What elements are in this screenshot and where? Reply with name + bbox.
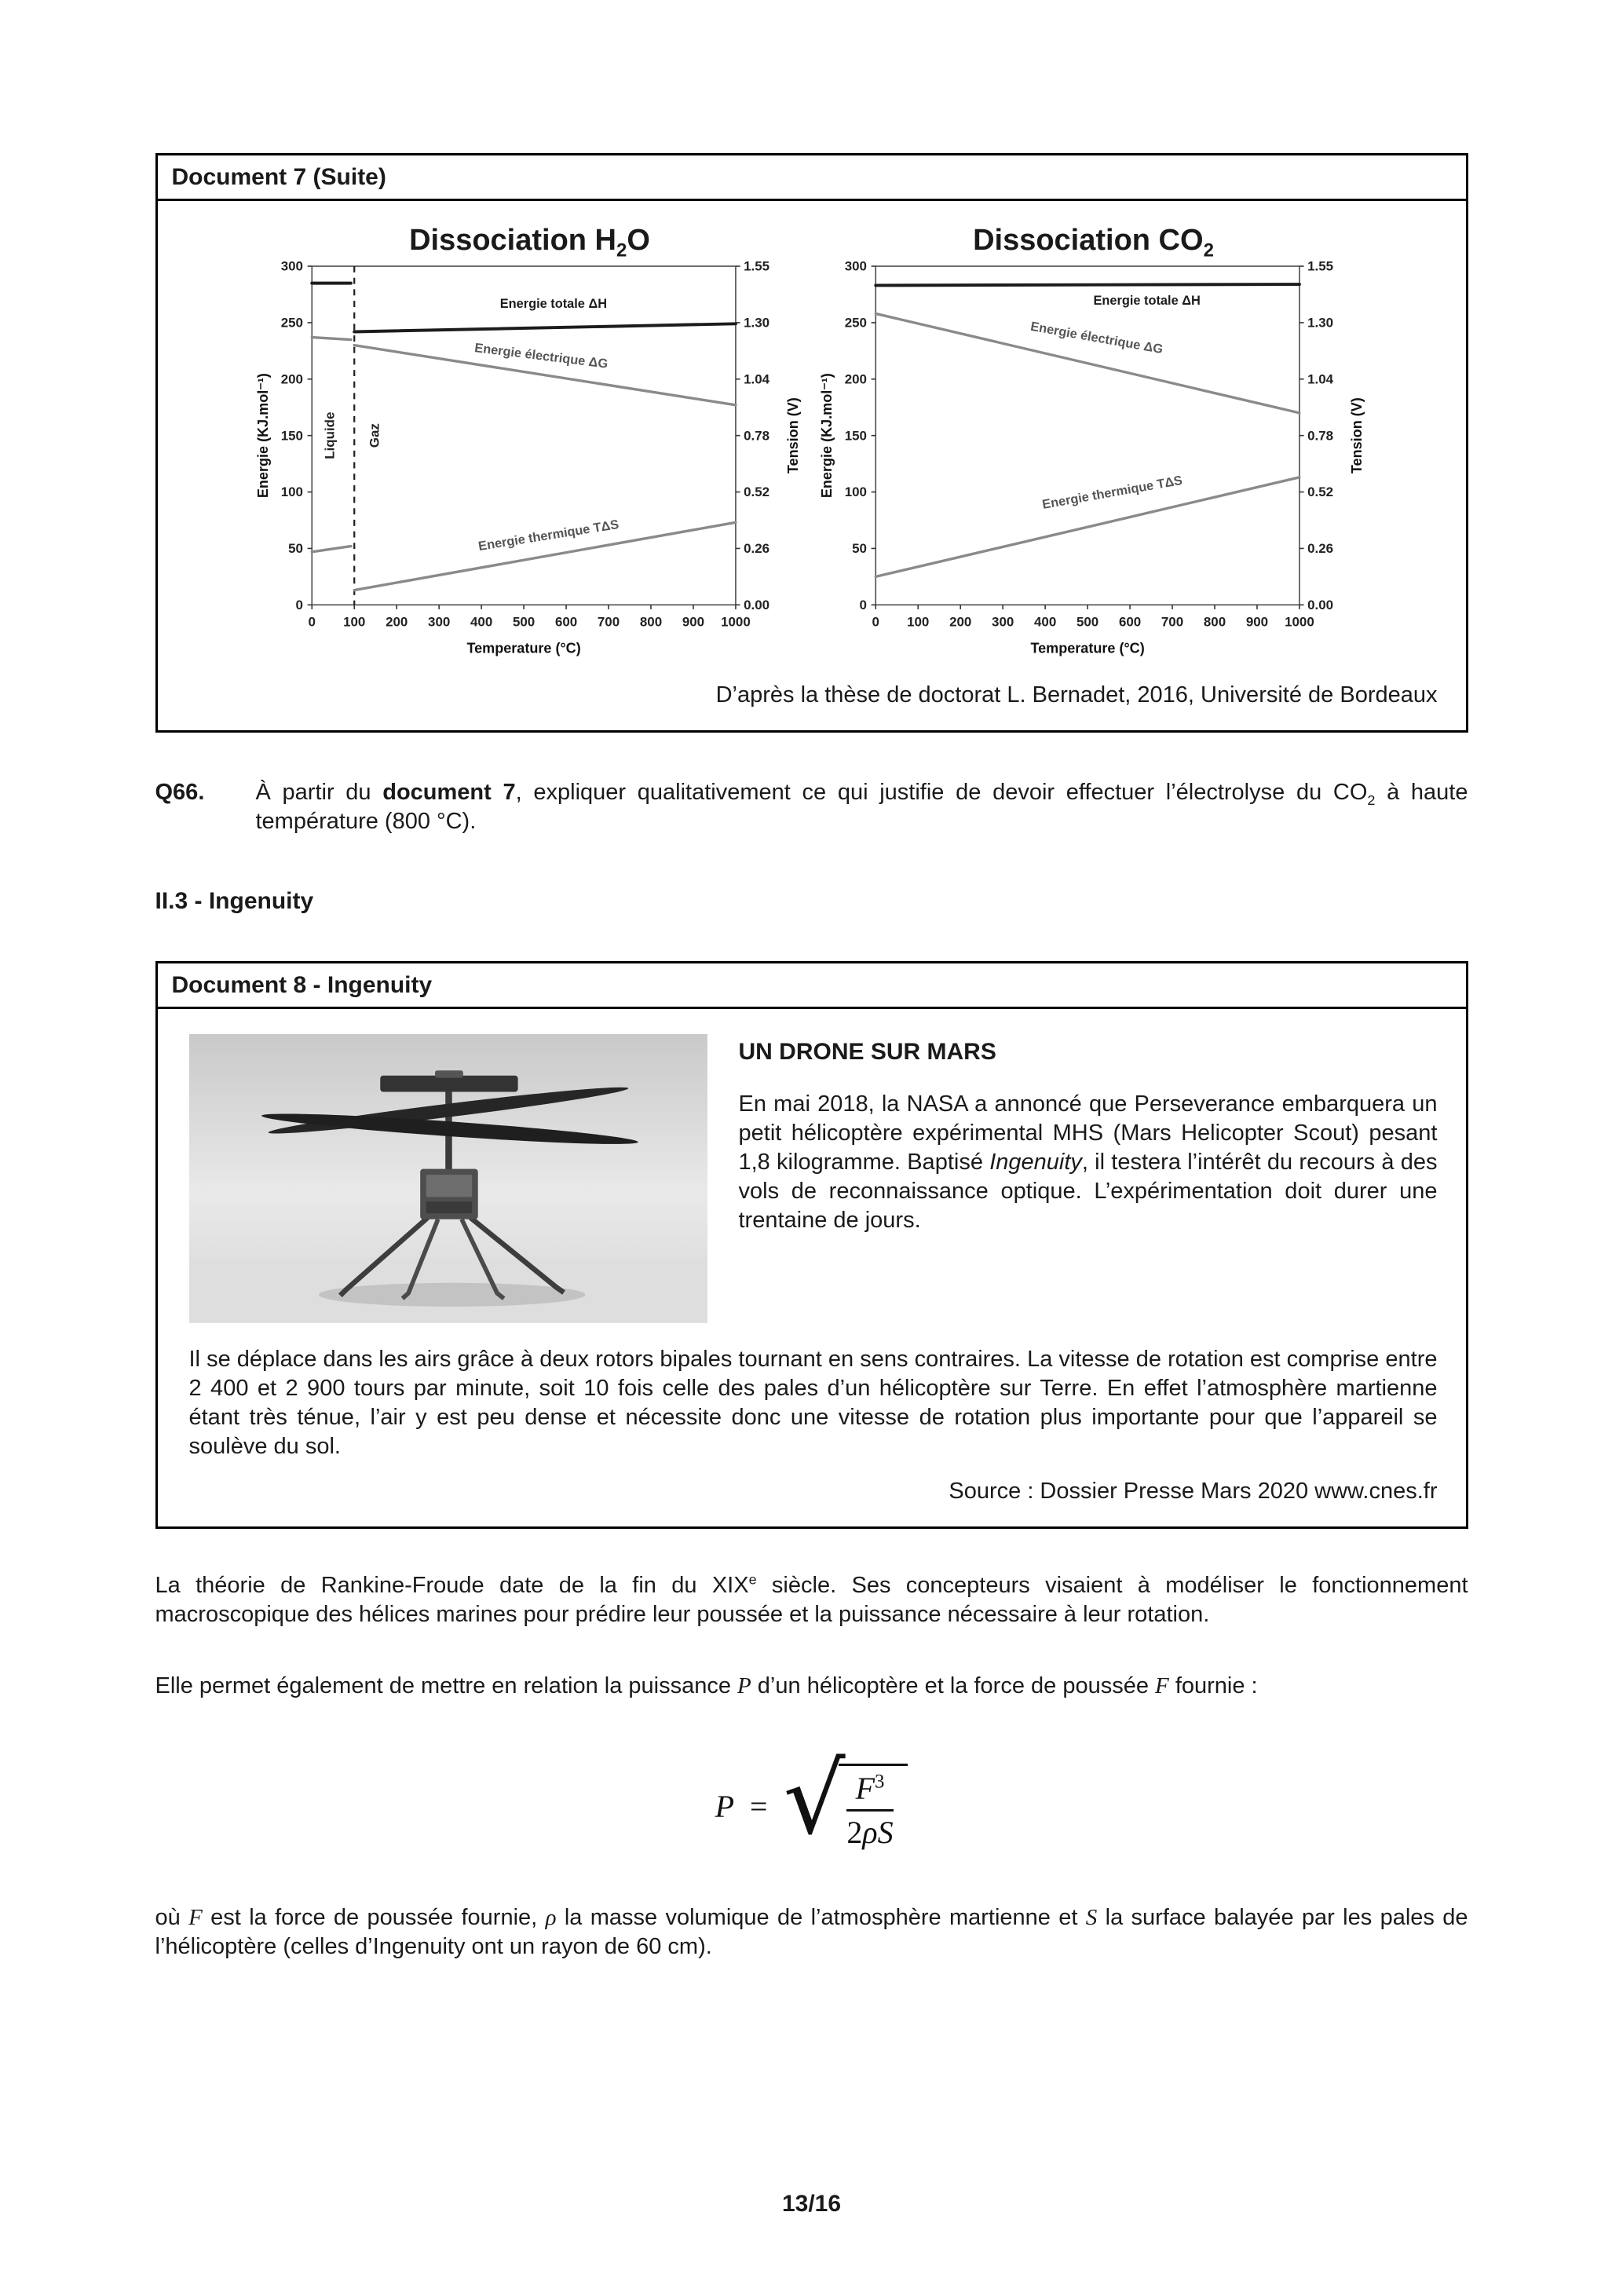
document-8-header: Document 8 - Ingenuity: [158, 963, 1466, 1009]
svg-text:300: 300: [991, 614, 1014, 630]
svg-text:Energie totale ΔH: Energie totale ΔH: [1092, 293, 1201, 308]
formula-lhs-P: P: [715, 1788, 734, 1824]
svg-text:0: 0: [859, 597, 867, 612]
math-var-F-cubed: F: [855, 1771, 875, 1807]
svg-text:0.52: 0.52: [1307, 484, 1333, 500]
svg-text:Energie (KJ.mol⁻¹): Energie (KJ.mol⁻¹): [818, 373, 835, 499]
svg-text:1000: 1000: [720, 614, 751, 630]
svg-text:1.30: 1.30: [743, 315, 769, 331]
svg-text:900: 900: [682, 614, 704, 630]
svg-text:0.78: 0.78: [1307, 428, 1333, 444]
svg-text:0.78: 0.78: [743, 428, 769, 444]
svg-text:800: 800: [639, 614, 662, 630]
svg-text:250: 250: [280, 315, 303, 331]
svg-text:600: 600: [554, 614, 577, 630]
svg-text:Energie électrique ΔG: Energie électrique ΔG: [1029, 319, 1164, 357]
svg-text:Energie totale ΔH: Energie totale ΔH: [499, 297, 607, 312]
chart-canvas-co2: [819, 259, 1369, 667]
radical-symbol: √: [783, 1743, 846, 1857]
svg-text:800: 800: [1203, 614, 1226, 630]
svg-text:0: 0: [872, 614, 879, 630]
coefficient-2: 2: [846, 1815, 863, 1851]
svg-text:100: 100: [342, 614, 365, 630]
svg-text:200: 200: [280, 371, 303, 387]
ingenuity-photo: [189, 1034, 707, 1323]
section-title-ingenuity: II.3 - Ingenuity: [155, 888, 314, 915]
svg-text:500: 500: [1076, 614, 1098, 630]
chart-title-co2: Dissociation $CO_2$: [973, 224, 1214, 261]
article-paragraph-1: En mai 2018, la NASA a annoncé que Perseverance embarquera un petit hélicoptère expérimental MHS (Mars Helicopter Scout) pesant 1,8 kilogramme. Baptisé Ingenuity, il testera l’intérêt du recours à des vols de reconnaissance optique. L’expérimentation doit durer une trentaine de jours.: [738, 1091, 1438, 1234]
math-var-S-def: S: [1085, 1905, 1098, 1931]
svg-text:100: 100: [906, 614, 929, 630]
dissociation-charts-row: [158, 201, 1466, 667]
svg-text:0: 0: [308, 614, 316, 630]
doc8-article-column: [739, 1034, 1438, 1323]
document-7-body: [158, 201, 1466, 730]
svg-text:1.04: 1.04: [743, 371, 769, 387]
svg-text:1.04: 1.04: [1307, 371, 1333, 387]
svg-text:Temperature (°C): Temperature (°C): [466, 640, 581, 656]
svg-text:Tension (V): Tension (V): [784, 397, 801, 474]
math-var-P: P: [737, 1673, 751, 1699]
svg-text:0.52: 0.52: [743, 484, 769, 500]
svg-text:300: 300: [427, 614, 450, 630]
square-root: [783, 1743, 908, 1857]
svg-text:300: 300: [844, 259, 867, 274]
svg-text:1.55: 1.55: [1307, 259, 1333, 274]
doc7-attribution: D’après la thèse de doctorat L. Bernadet, 2016, Université de Bordeaux: [715, 682, 1438, 708]
svg-text:200: 200: [385, 614, 408, 630]
radicand: [839, 1764, 908, 1851]
document-7-box: [155, 153, 1468, 733]
italic-ingenuity: Ingenuity: [989, 1150, 1082, 1175]
exponent-3: 3: [875, 1771, 885, 1793]
svg-text:700: 700: [1161, 614, 1183, 630]
fraction: [846, 1771, 894, 1851]
svg-text:150: 150: [844, 428, 867, 444]
article-title: UN DRONE SUR MARS: [738, 1039, 996, 1066]
svg-text:200: 200: [844, 371, 867, 387]
svg-text:1.30: 1.30: [1307, 315, 1333, 331]
svg-text:150: 150: [280, 428, 303, 444]
document-8-body: [158, 1009, 1466, 1526]
svg-text:Temperature (°C): Temperature (°C): [1029, 640, 1145, 656]
page-number: 13/16: [781, 2191, 842, 2217]
svg-text:Gaz: Gaz: [367, 423, 382, 448]
chart-dissociation-h2o: [255, 223, 805, 667]
fraction-numerator: [846, 1771, 894, 1812]
math-var-F-def: F: [188, 1905, 203, 1931]
question-text: À partir du document 7, expliquer qualitativement ce qui justifie de devoir effectuer l’électrolyse du $CO_2$ à haute température (800 °C).: [255, 780, 1468, 835]
paragraph-puissance: Elle permet également de mettre en relation la puissance P d’un hélicoptère et la force de poussée F fournie :: [155, 1673, 1258, 1699]
math-var-S: S: [877, 1815, 894, 1851]
document-8-top-row: [158, 1009, 1466, 1323]
svg-text:500: 500: [512, 614, 535, 630]
page-content: [155, 0, 1468, 1961]
svg-text:Tension (V): Tension (V): [1348, 397, 1365, 474]
rankine-froude-formula: [155, 1743, 1468, 1857]
svg-text:700: 700: [597, 614, 620, 630]
question-number: Q66.: [155, 780, 205, 806]
svg-text:0.00: 0.00: [1307, 597, 1333, 612]
svg-text:400: 400: [1033, 614, 1056, 630]
svg-text:Energie (KJ.mol⁻¹): Energie (KJ.mol⁻¹): [254, 373, 271, 499]
paragraph-rankine-froude: La théorie de Rankine-Froude date de la fin du XIXe siècle. Ses concepteurs visaient à modéliser le fonctionnement macroscopique des hélices marines pour prédire leur poussée et la puissance nécessaire à leur rotation.: [155, 1571, 1468, 1628]
svg-text:0.00: 0.00: [743, 597, 769, 612]
paragraph-definitions: où F est la force de poussée fournie, ρ la masse volumique de l’atmosphère martienne et S la surface balayée par les pales de l’hélicoptère (celles d’Ingenuity ont un rayon de 60 cm).: [155, 1905, 1468, 1960]
svg-text:50: 50: [287, 541, 303, 557]
chart-canvas-h2o: [255, 259, 805, 667]
svg-text:250: 250: [844, 315, 867, 331]
math-var-rho: ρ: [862, 1815, 878, 1851]
svg-text:200: 200: [949, 614, 971, 630]
svg-text:300: 300: [280, 259, 303, 274]
svg-text:600: 600: [1118, 614, 1141, 630]
svg-text:900: 900: [1245, 614, 1268, 630]
article-paragraph-2: Il se déplace dans les airs grâce à deux rotors bipales tournant en sens contraires. La vitesse de rotation est comprise entre 2 400 et 2 900 tours par minute, soit 10 fois celle des pales d’un hélicoptère sur Terre. En effet l’atmosphère martienne étant très ténue, l’air y est peu dense et nécessite donc une vitesse de rotation plus importante pour que l’appareil se soulève du sol.: [188, 1347, 1438, 1460]
doc8-source: Source : Dossier Presse Mars 2020 www.cnes.fr: [949, 1479, 1438, 1504]
svg-text:Liquide: Liquide: [321, 411, 337, 459]
svg-text:1000: 1000: [1284, 614, 1314, 630]
bold-document-7: document 7: [382, 780, 516, 806]
document-7-header: Document 7 (Suite): [158, 155, 1466, 201]
svg-text:50: 50: [851, 541, 867, 557]
ingenuity-helicopter-illustration: [189, 1034, 707, 1323]
math-var-F: F: [1155, 1673, 1169, 1699]
equals-sign: =: [750, 1788, 768, 1824]
math-var-rho-def: ρ: [545, 1905, 557, 1931]
svg-text:100: 100: [844, 484, 867, 500]
svg-text:400: 400: [470, 614, 492, 630]
svg-text:Energie électrique ΔG: Energie électrique ΔG: [473, 341, 609, 371]
fraction-denominator: [846, 1812, 894, 1851]
chart-dissociation-co2: [819, 223, 1369, 667]
svg-text:0.26: 0.26: [1307, 541, 1333, 557]
question-q66: [155, 778, 1468, 836]
svg-text:1.55: 1.55: [743, 259, 769, 274]
co2-subscript: 2: [1367, 792, 1376, 809]
svg-text:0.26: 0.26: [743, 541, 769, 557]
document-8-box: [155, 961, 1468, 1529]
chart-title-h2o: Dissociation $H_2O$: [409, 224, 650, 261]
superscript-e: e: [748, 1571, 757, 1588]
svg-text:Energie thermique TΔS: Energie thermique TΔS: [1040, 473, 1183, 512]
svg-text:100: 100: [280, 484, 303, 500]
svg-text:0: 0: [295, 597, 303, 612]
svg-text:Energie thermique TΔS: Energie thermique TΔS: [477, 517, 620, 554]
